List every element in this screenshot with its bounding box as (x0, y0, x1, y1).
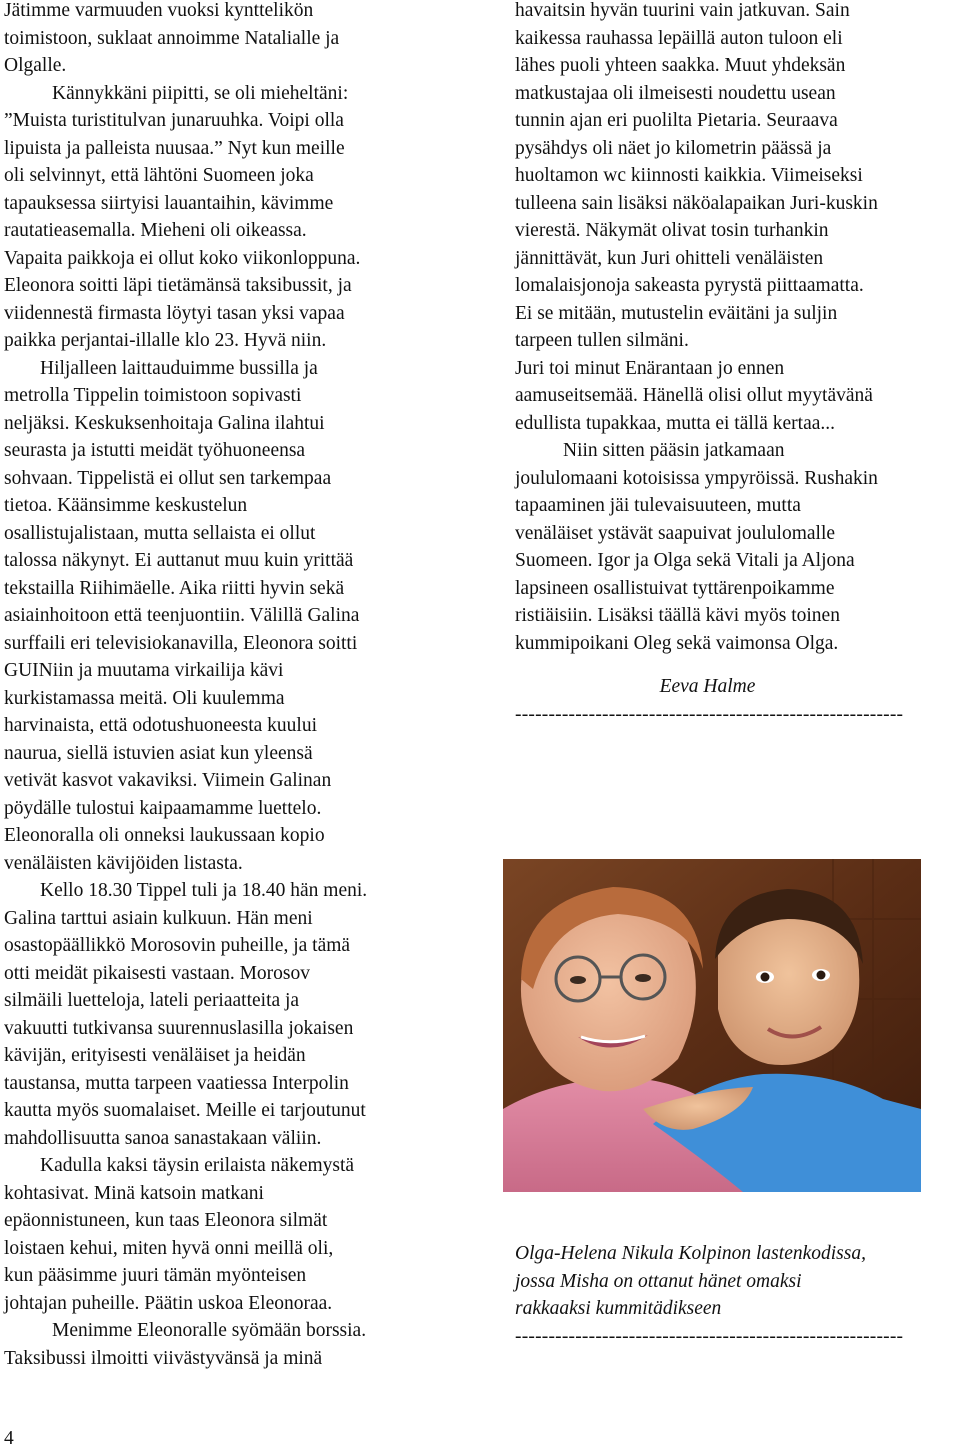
text-line: venäläisten kävijöiden listasta. (4, 852, 243, 874)
text-line: lapsineen osallistuivat tyttärenpoikamme (515, 577, 835, 599)
text-line: tietoa. Käänsimme keskustelun (4, 495, 248, 516)
text-line: rautatieasemalla. Mieheni oli oikeassa. (4, 220, 307, 241)
text-line: Kello 18.30 Tippel tuli ja 18.40 hän meni. (40, 880, 368, 901)
text-line: tulleena sain lisäksi näköalapaikan Juri-kuskin (515, 192, 878, 214)
text-line: silmäili luetteloja, lateli periaatteita ja (4, 990, 300, 1011)
text-line: Taksibussi ilmoitti viivästyvänsä ja minä (4, 1347, 323, 1369)
text-line: Suomeen. Igor ja Olga sekä Vitali ja Aljona (515, 550, 855, 571)
text-line: joululomaani kotoisissa ympyröissä. Rushakin (515, 467, 878, 489)
text-line: kaikessa rauhassa lepäillä auton tuloon eli (515, 27, 843, 49)
text-line: Menimme Eleonoralle syömään borssia. (52, 1320, 367, 1341)
text-line: jännittävät, kun Juri ohitteli venäläisten (515, 247, 824, 269)
text-line: loistaen kehui, miten hyvä onni meillä oli, (4, 1237, 334, 1259)
text-line: kun pääsimme juuri tämän myönteisen (4, 1265, 307, 1286)
text-line: harvinaista, että odotushuoneesta kuului (4, 715, 318, 736)
text-line: tapauksessa siirtyisi lauantaihin, kävimme (4, 192, 334, 214)
text-line: mahdollisuutta sanoa sanastakaan väliin. (4, 1127, 322, 1149)
text-line: kurkistamassa meitä. Oli kuulemma (4, 687, 285, 709)
text-line: osallistujalistaan, mutta sellaista ei ollut (4, 522, 316, 544)
text-line: taustansa, mutta tarpeen vaatiessa Interpolin (4, 1072, 349, 1094)
text-line: lähes puoli yhteen saakka. Muut yhdeksän (515, 55, 846, 76)
text-line: tunnin ajan eri puolilta Pietaria. Seuraava (515, 110, 838, 131)
text-line: Eleonoralla oli onneksi laukussaan kopio (4, 825, 325, 846)
photo (503, 859, 921, 1192)
text-line: Jätimme varmuuden vuoksi kynttelikön (4, 0, 314, 21)
text-line: pöydälle tulostui kaipaamamme luettelo. (4, 797, 322, 819)
text-line: viidennestä firmasta löytyi tasan yksi vapaa (4, 302, 345, 324)
text-line: matkustajaa oli ilmeisesti noudettu usean (515, 82, 836, 104)
photo-illustration (503, 859, 921, 1192)
page-number: 4 (4, 1428, 14, 1449)
author-name: Eeva Halme (659, 676, 756, 697)
text-line: aamuseitsemää. Hänellä olisi ollut myytävänä (515, 385, 873, 406)
left-column (4, 0, 456, 1372)
text-line: paikka perjantai-illalle klo 23. Hyvä niin. (4, 330, 327, 351)
text-line: tarpeen tullen silmäni. (515, 330, 689, 351)
text-line: talossa näkynyt. Ei auttanut muu kuin yrittää (4, 550, 354, 571)
text-line: Eleonora soitti läpi tietämänsä taksibussit, ja (4, 275, 352, 296)
text-line: venäläiset ystävät saapuivat joululomalle (515, 522, 836, 544)
text-line: asiainhoitoon että teenjuontiin. Välillä Galina (4, 605, 360, 626)
text-line: epäonnistuneen, kun taas Eleonora silmät (4, 1210, 328, 1231)
text-line: Vapaita paikkoja ei ollut koko viikonloppuna. (4, 247, 361, 269)
text-line: johtajan puheille. Päätin uskoa Eleonoraa. (4, 1292, 333, 1314)
caption-line: rakkaaksi kummitädikseen (515, 1298, 722, 1319)
text-line: seurasta ja istutti meidät työhuoneensa (4, 440, 306, 461)
text-line: naurua, siellä istuvien asiat kun yleensä (4, 742, 313, 764)
text-line: otti meidät pikaisesti vastaan. Morosov (4, 962, 310, 984)
text-line: edullista tupakkaa, mutta ei tällä kertaa... (515, 412, 835, 434)
text-line: metrolla Tippelin toimistoon sopivasti (4, 385, 302, 406)
text-line: kautta myös suomalaiset. Meille ei tarjoutunut (4, 1100, 366, 1121)
text-line: havaitsin hyvän tuurini vain jatkuvan. Sain (515, 0, 850, 21)
photo-caption (515, 1240, 960, 1350)
text-line: toimistoon, suklaat annoimme Natalialle ja (4, 27, 340, 49)
text-line: GUINiin ja muutama virkailija kävi (4, 660, 284, 681)
text-line: lomalaisjonoja sakeasta pyrystä piittaamatta. (515, 275, 864, 296)
separator-line: ---------------------------------------------------------- (515, 1325, 904, 1347)
text-line: huoltamon wc kiinnosti kaikkia. Viimeiseksi (515, 165, 863, 186)
text-line: Juri toi minut Enärantaan jo ennen (515, 357, 785, 379)
text-line: pysähdys oli näet jo kilometrin päässä ja (515, 137, 832, 159)
text-line: Kadulla kaksi täysin erilaista näkemystä (40, 1155, 355, 1176)
text-line: Niin sitten pääsin jatkamaan (563, 440, 785, 461)
text-line: kohtasivat. Minä katsoin matkani (4, 1182, 264, 1204)
right-column (515, 0, 960, 728)
text-line: surffaili eri televisiokanavilla, Eleonora soitti (4, 632, 358, 654)
text-line: tapaaminen jäi tulevaisuuteen, mutta (515, 495, 801, 516)
text-line: vetivät kasvot vakaviksi. Viimein Galinan (4, 770, 332, 791)
text-line: osastopäällikkö Morosovin puheille, ja tämä (4, 935, 351, 956)
text-line: Galina tarttui asiain kulkuun. Hän meni (4, 907, 313, 929)
text-line: Kännykkäni piipitti, se oli mieheltäni: (52, 82, 349, 104)
text-line: vierestä. Näkymät olivat tosin turhankin (515, 220, 829, 241)
text-line: ristiäisiin. Lisäksi täällä kävi myös toinen (515, 605, 840, 626)
text-line: kummipoikani Oleg sekä vaimonsa Olga. (515, 632, 839, 654)
text-line: lipuista ja palleista nuusaa.” Nyt kun meille (4, 137, 345, 159)
text-line: neljäksi. Keskuksenhoitaja Galina ilahtui (4, 412, 325, 434)
text-line: vakuutti tutkivansa suurennuslasilla jokaisen (4, 1017, 354, 1039)
text-line: Ei se mitään, mutustelin eväitäni ja suljin (515, 302, 838, 324)
caption-line: Olga-Helena Nikula Kolpinon lastenkodissa, (515, 1243, 866, 1264)
text-line: tekstailla Riihimäelle. Aika riitti hyvin sekä (4, 577, 345, 599)
caption-line: jossa Misha on ottanut hänet omaksi (515, 1270, 802, 1292)
text-line: Olgalle. (4, 55, 67, 76)
text-line: sohvaan. Tippelistä ei ollut sen tarkempaa (4, 467, 332, 489)
text-line: kävijän, erityisesti venäläiset ja heidän (4, 1045, 306, 1066)
text-line: oli selvinnyt, että lähtöni Suomeen joka (4, 165, 314, 186)
separator-line: ---------------------------------------------------------- (515, 703, 904, 725)
text-line: ”Muista turistitulvan junaruuhka. Voipi olla (4, 110, 344, 131)
text-line: Hiljalleen laittauduimme bussilla ja (40, 357, 318, 379)
